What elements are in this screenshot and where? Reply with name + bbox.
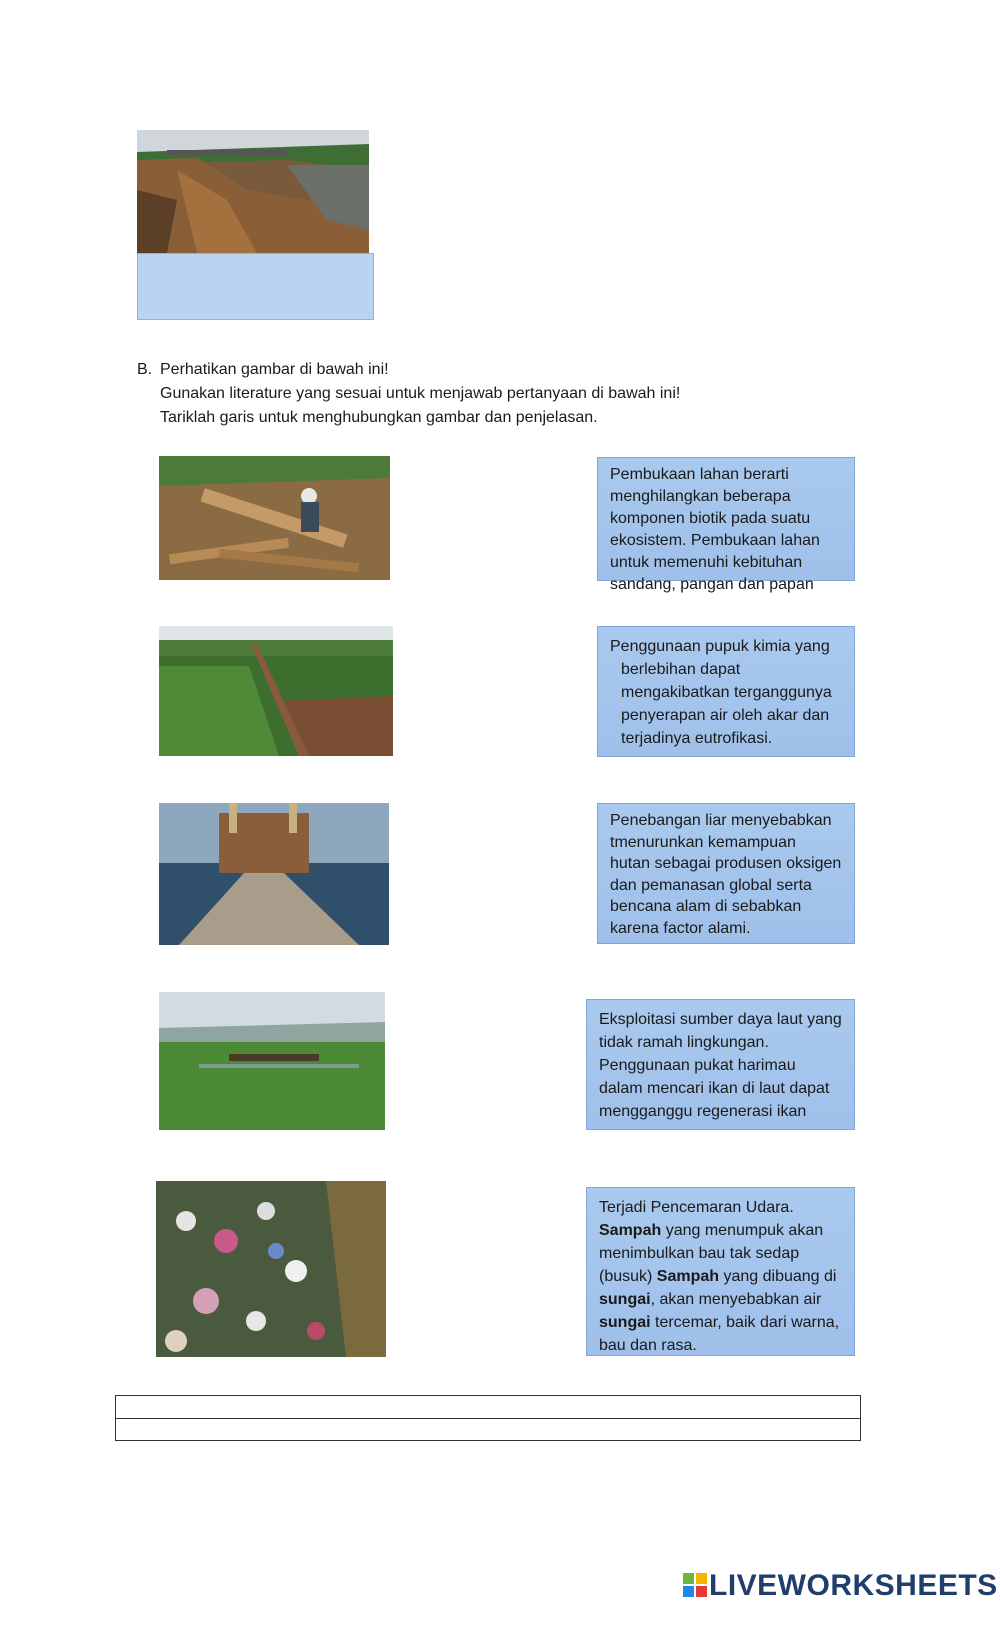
- desc-line: bencana alam di sebabkan: [610, 898, 802, 915]
- brand-name: LIVEWORKSHEETS: [709, 1569, 998, 1602]
- desc-line: hutan sebagai produsen oksigen: [610, 855, 842, 872]
- description-marine-exploitation[interactable]: [586, 999, 855, 1130]
- liveworksheets-logo-icon: [683, 1573, 707, 1597]
- desc-line: [599, 1219, 842, 1242]
- bold-word: Sampah: [656, 1268, 720, 1285]
- desc-line: [599, 1265, 842, 1288]
- bold-word: sungai: [599, 1314, 651, 1331]
- desc-line: terjadinya eutrofikasi.: [621, 730, 773, 747]
- desc-line: bau dan rasa.: [599, 1337, 697, 1354]
- desc-line: Penebangan liar menyebabkan: [610, 812, 832, 829]
- desc-line: penyerapan air oleh akar dan: [621, 707, 830, 724]
- text-part: (busuk): [599, 1268, 657, 1285]
- desc-line: [599, 1288, 842, 1311]
- desc-line: sandang, pangan dan papan: [610, 576, 814, 593]
- text-part: , akan menyebabkan air: [650, 1291, 822, 1308]
- forest-clearing-photo[interactable]: [159, 626, 393, 756]
- instruction-line-2: Gunakan literature yang sesuai untuk menjawab pertanyaan di bawah ini!: [160, 385, 681, 402]
- desc-line: tmenurunkan kemampuan: [610, 833, 796, 851]
- desc-line: [599, 1311, 842, 1334]
- desc-line: Eksploitasi sumber daya laut yang: [599, 1011, 842, 1028]
- trawler-photo[interactable]: [159, 803, 389, 945]
- text-part: yang menumpuk akan: [661, 1222, 824, 1239]
- description-land-clearing[interactable]: [597, 457, 855, 593]
- desc-line: menghilangkan beberapa: [610, 488, 791, 505]
- section-label: B.: [137, 361, 153, 378]
- desc-line: komponen biotik pada suatu: [610, 510, 811, 527]
- answer-box[interactable]: [137, 253, 374, 320]
- text-part: yang dibuang di: [719, 1268, 837, 1285]
- description-garbage-pollution[interactable]: [586, 1187, 855, 1356]
- desc-line: Terjadi Pencemaran Udara.: [599, 1199, 794, 1216]
- desc-line: Penggunaan pupuk kimia yang: [610, 638, 830, 655]
- desc-line: dan pemanasan global serta: [610, 876, 812, 894]
- description-chemical-fertilizer[interactable]: [597, 626, 855, 757]
- desc-line: berlebihan dapat: [621, 661, 741, 678]
- desc-line: untuk memenuhi kebituhan: [610, 554, 803, 571]
- text-part: tercemar, baik dari warna,: [650, 1314, 840, 1331]
- desc-line: Penggunaan pukat harimau: [599, 1057, 796, 1074]
- instruction-line-1: Perhatikan gambar di bawah ini!: [160, 361, 389, 378]
- empty-table-row: [115, 1418, 861, 1441]
- desc-line: mengakibatkan terganggunya: [621, 684, 832, 701]
- instruction-line-3: Tariklah garis untuk menghubungkan gambar dan penjelasan.: [160, 409, 598, 426]
- bold-word: sungai: [599, 1291, 651, 1308]
- desc-line: ekosistem. Pembukaan lahan: [610, 532, 820, 549]
- desc-line: menimbulkan bau tak sedap: [599, 1245, 800, 1262]
- desc-line: mengganggu regenerasi ikan: [599, 1103, 807, 1120]
- garbage-river-photo[interactable]: [156, 1181, 386, 1357]
- empty-table-row: [115, 1395, 861, 1419]
- desc-line: tidak ramah lingkungan.: [599, 1034, 769, 1051]
- desc-line: Pembukaan lahan berarti: [610, 466, 789, 483]
- description-illegal-logging[interactable]: [597, 803, 855, 944]
- logging-photo[interactable]: [159, 456, 390, 580]
- landslide-photo: [137, 130, 369, 253]
- desc-line: karena factor alami.: [610, 919, 751, 937]
- desc-line: dalam mencari ikan di laut dapat: [599, 1080, 830, 1097]
- bold-word: Sampah: [599, 1222, 662, 1239]
- water-hyacinth-photo[interactable]: [159, 992, 385, 1130]
